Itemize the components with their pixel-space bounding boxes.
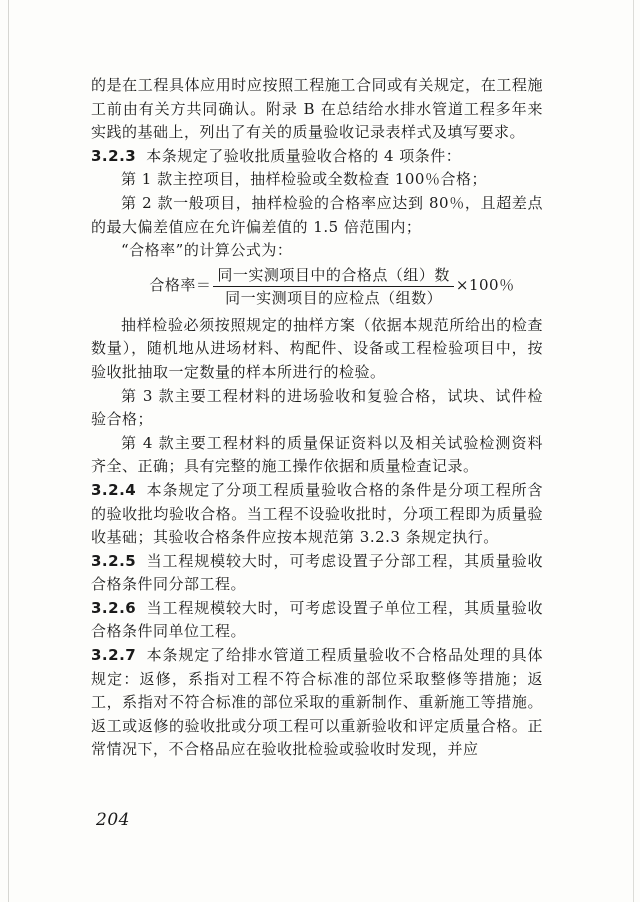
paragraph-continuation: 的是在工程具体应用时应按照工程施工合同或有关规定，在工程施工前由有关方共同确认。附录 B 在总结给水排水管道工程多年来实践的基础上，列出了有关的质量验收记录表样式及填写要求。: [91, 76, 543, 142]
formula-fraction: [213, 265, 454, 308]
clause-number: 3.2.4: [91, 480, 137, 499]
item-1: 第 1 款主控项目，抽样检验或全数检查 100％合格；: [121, 170, 487, 189]
formula-multiplier: ×100％: [455, 276, 515, 295]
clause-3-2-4: 3.2.4 本条规定了分项工程质量验收合格的条件是分项工程所含的验收批均验收合格。当工程不设验收批时，分项工程即为质量验收基础；其验收合格条件应按本规范第 3.2.3 条规定执行。: [91, 480, 543, 547]
item-3: 第 3 款主要工程材料的进场验收和复验合格，试块、试件检验合格；: [91, 386, 543, 429]
clause-3-2-3: 3.2.3 本条规定了验收批质量验收合格的 4 项条件：: [91, 146, 462, 165]
sampling-paragraph: 抽样检验必须按照规定的抽样方案（依据本规范所给出的检查数量），随机地从进场材料、构配件、设备或工程检验项目中，按验收批抽取一定数量的样本所进行的检验。: [91, 315, 543, 381]
formula-denominator: 同一实测项目的应检点（组数）: [225, 288, 443, 307]
scan-edge-right: [633, 0, 634, 902]
item-2: 第 2 款一般项目，抽样检验的合格率应达到 80％，且超差点的最大偏差值应在允许偏差值的 1.5 倍范围内；: [91, 193, 543, 236]
item-4: 第 4 款主要工程材料的质量保证资料以及相关试验检测资料齐全、正确；具有完整的施工操作依据和质量检查记录。: [91, 433, 543, 476]
clause-3-2-7: 3.2.7 本条规定了给排水管道工程质量验收不合格品处理的具体规定：返修，系指对工程不符合标准的部位采取整修等措施；返工，系指对不符合标准的部位采取的重新制作、重新施工等措施。返工或返修的验收批或分项工程可以重新验收和评定质量合格。正常情况下，不合格品应在验收批检验或验收时发现，并应: [91, 646, 543, 759]
formula-lhs: 合格率＝: [149, 276, 212, 295]
clause-number: 3.2.7: [91, 646, 137, 665]
body-text: [91, 74, 543, 762]
clause-number: 3.2.5: [91, 551, 137, 570]
scan-edge-left: [8, 0, 9, 902]
clause-3-2-6: 3.2.6 当工程规模较大时，可考虑设置子单位工程，其质量验收合格条件同单位工程。: [91, 598, 543, 641]
formula-numerator: 同一实测项目中的合格点（组）数: [213, 265, 454, 287]
pass-rate-formula: [121, 265, 543, 308]
clause-3-2-5: 3.2.5 当工程规模较大时，可考虑设置子分部工程，其质量验收合格条件同分部工程。: [91, 551, 543, 594]
clause-number: 3.2.6: [91, 598, 137, 617]
clause-number: 3.2.3: [91, 146, 137, 165]
formula-intro: “合格率”的计算公式为：: [121, 241, 293, 260]
page-number: 204: [96, 810, 130, 830]
